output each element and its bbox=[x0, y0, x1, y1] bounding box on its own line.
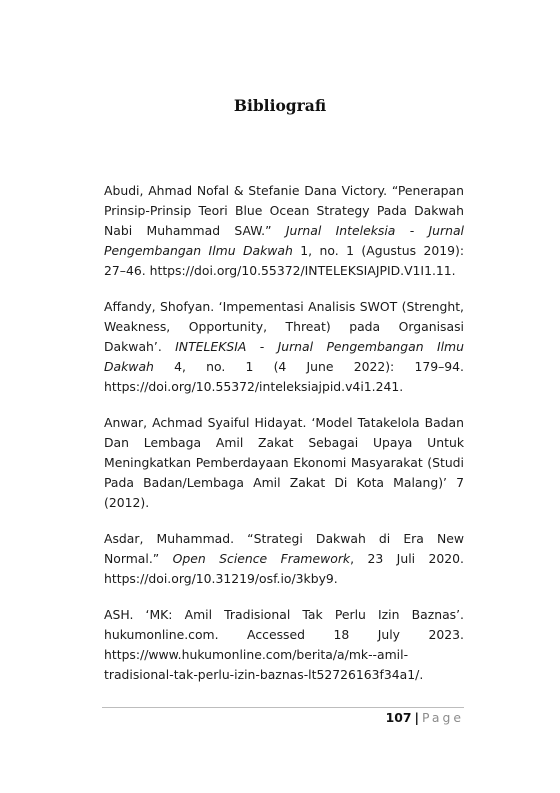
reference-details: , 23 Juli 2020. https://doi.org/10.31219/osf.io/3kby9. bbox=[104, 551, 464, 586]
reference-text: Anwar, Achmad Syaiful Hidayat. ‘Model Tatakelola Badan Dan Lembaga Amil Zakat Sebagai Upaya Untuk Meningkatkan Pemberdayaan Ekonomi Masyarakat (Studi Pada Badan/Lembaga Amil Zakat Di Kota Malang)’ 7 (2012). bbox=[104, 415, 464, 510]
footer-separator: | bbox=[414, 710, 419, 725]
reference-text: Affandy, Shofyan. ‘Impementasi Analisis SWOT (Strenght, Weakness, Opportunity, Threat) pada Organisasi Dakwah’. bbox=[104, 299, 464, 354]
reference-text: ASH. ‘MK: Amil Tradisional Tak Perlu Izin Baznas’. hukumonline.com. Accessed 18 July 2023. https://www.hukumonline.com/berita/a/mk--amil-tradisional-tak-perlu-izin-baznas-lt52726163f34a1/. bbox=[104, 607, 464, 682]
reference-entry bbox=[104, 529, 464, 589]
page-footer bbox=[386, 710, 464, 725]
reference-details: 1, no. 1 (Agustus 2019): 27–46. https://doi.org/10.55372/INTELEKSIAJPID.V1I1.11. bbox=[104, 243, 464, 278]
reference-list bbox=[104, 181, 464, 701]
reference-journal: INTELEKSIA - Jurnal Pengembangan Ilmu Dakwah bbox=[104, 339, 464, 374]
reference-entry bbox=[104, 181, 464, 281]
reference-text: Abudi, Ahmad Nofal & Stefanie Dana Victory. “Penerapan Prinsip-Prinsip Teori Blue Ocean Strategy Pada Dakwah Nabi Muhammad SAW.” bbox=[104, 183, 464, 238]
page-label: Page bbox=[422, 710, 464, 725]
reference-entry bbox=[104, 413, 464, 513]
reference-journal: Open Science Framework bbox=[172, 551, 351, 566]
reference-journal: Jurnal Inteleksia - Jurnal Pengembangan Ilmu Dakwah bbox=[104, 223, 464, 258]
page-number: 107 bbox=[385, 710, 412, 725]
reference-entry bbox=[104, 605, 464, 685]
page-title: Bibliografi bbox=[233, 96, 327, 115]
footer-divider bbox=[102, 707, 464, 708]
reference-details: 4, no. 1 (4 June 2022): 179–94. https://doi.org/10.55372/inteleksiajpid.v4i1.241. bbox=[104, 359, 464, 394]
reference-entry bbox=[104, 297, 464, 397]
reference-text: Asdar, Muhammad. “Strategi Dakwah di Era New Normal.” bbox=[104, 531, 464, 566]
